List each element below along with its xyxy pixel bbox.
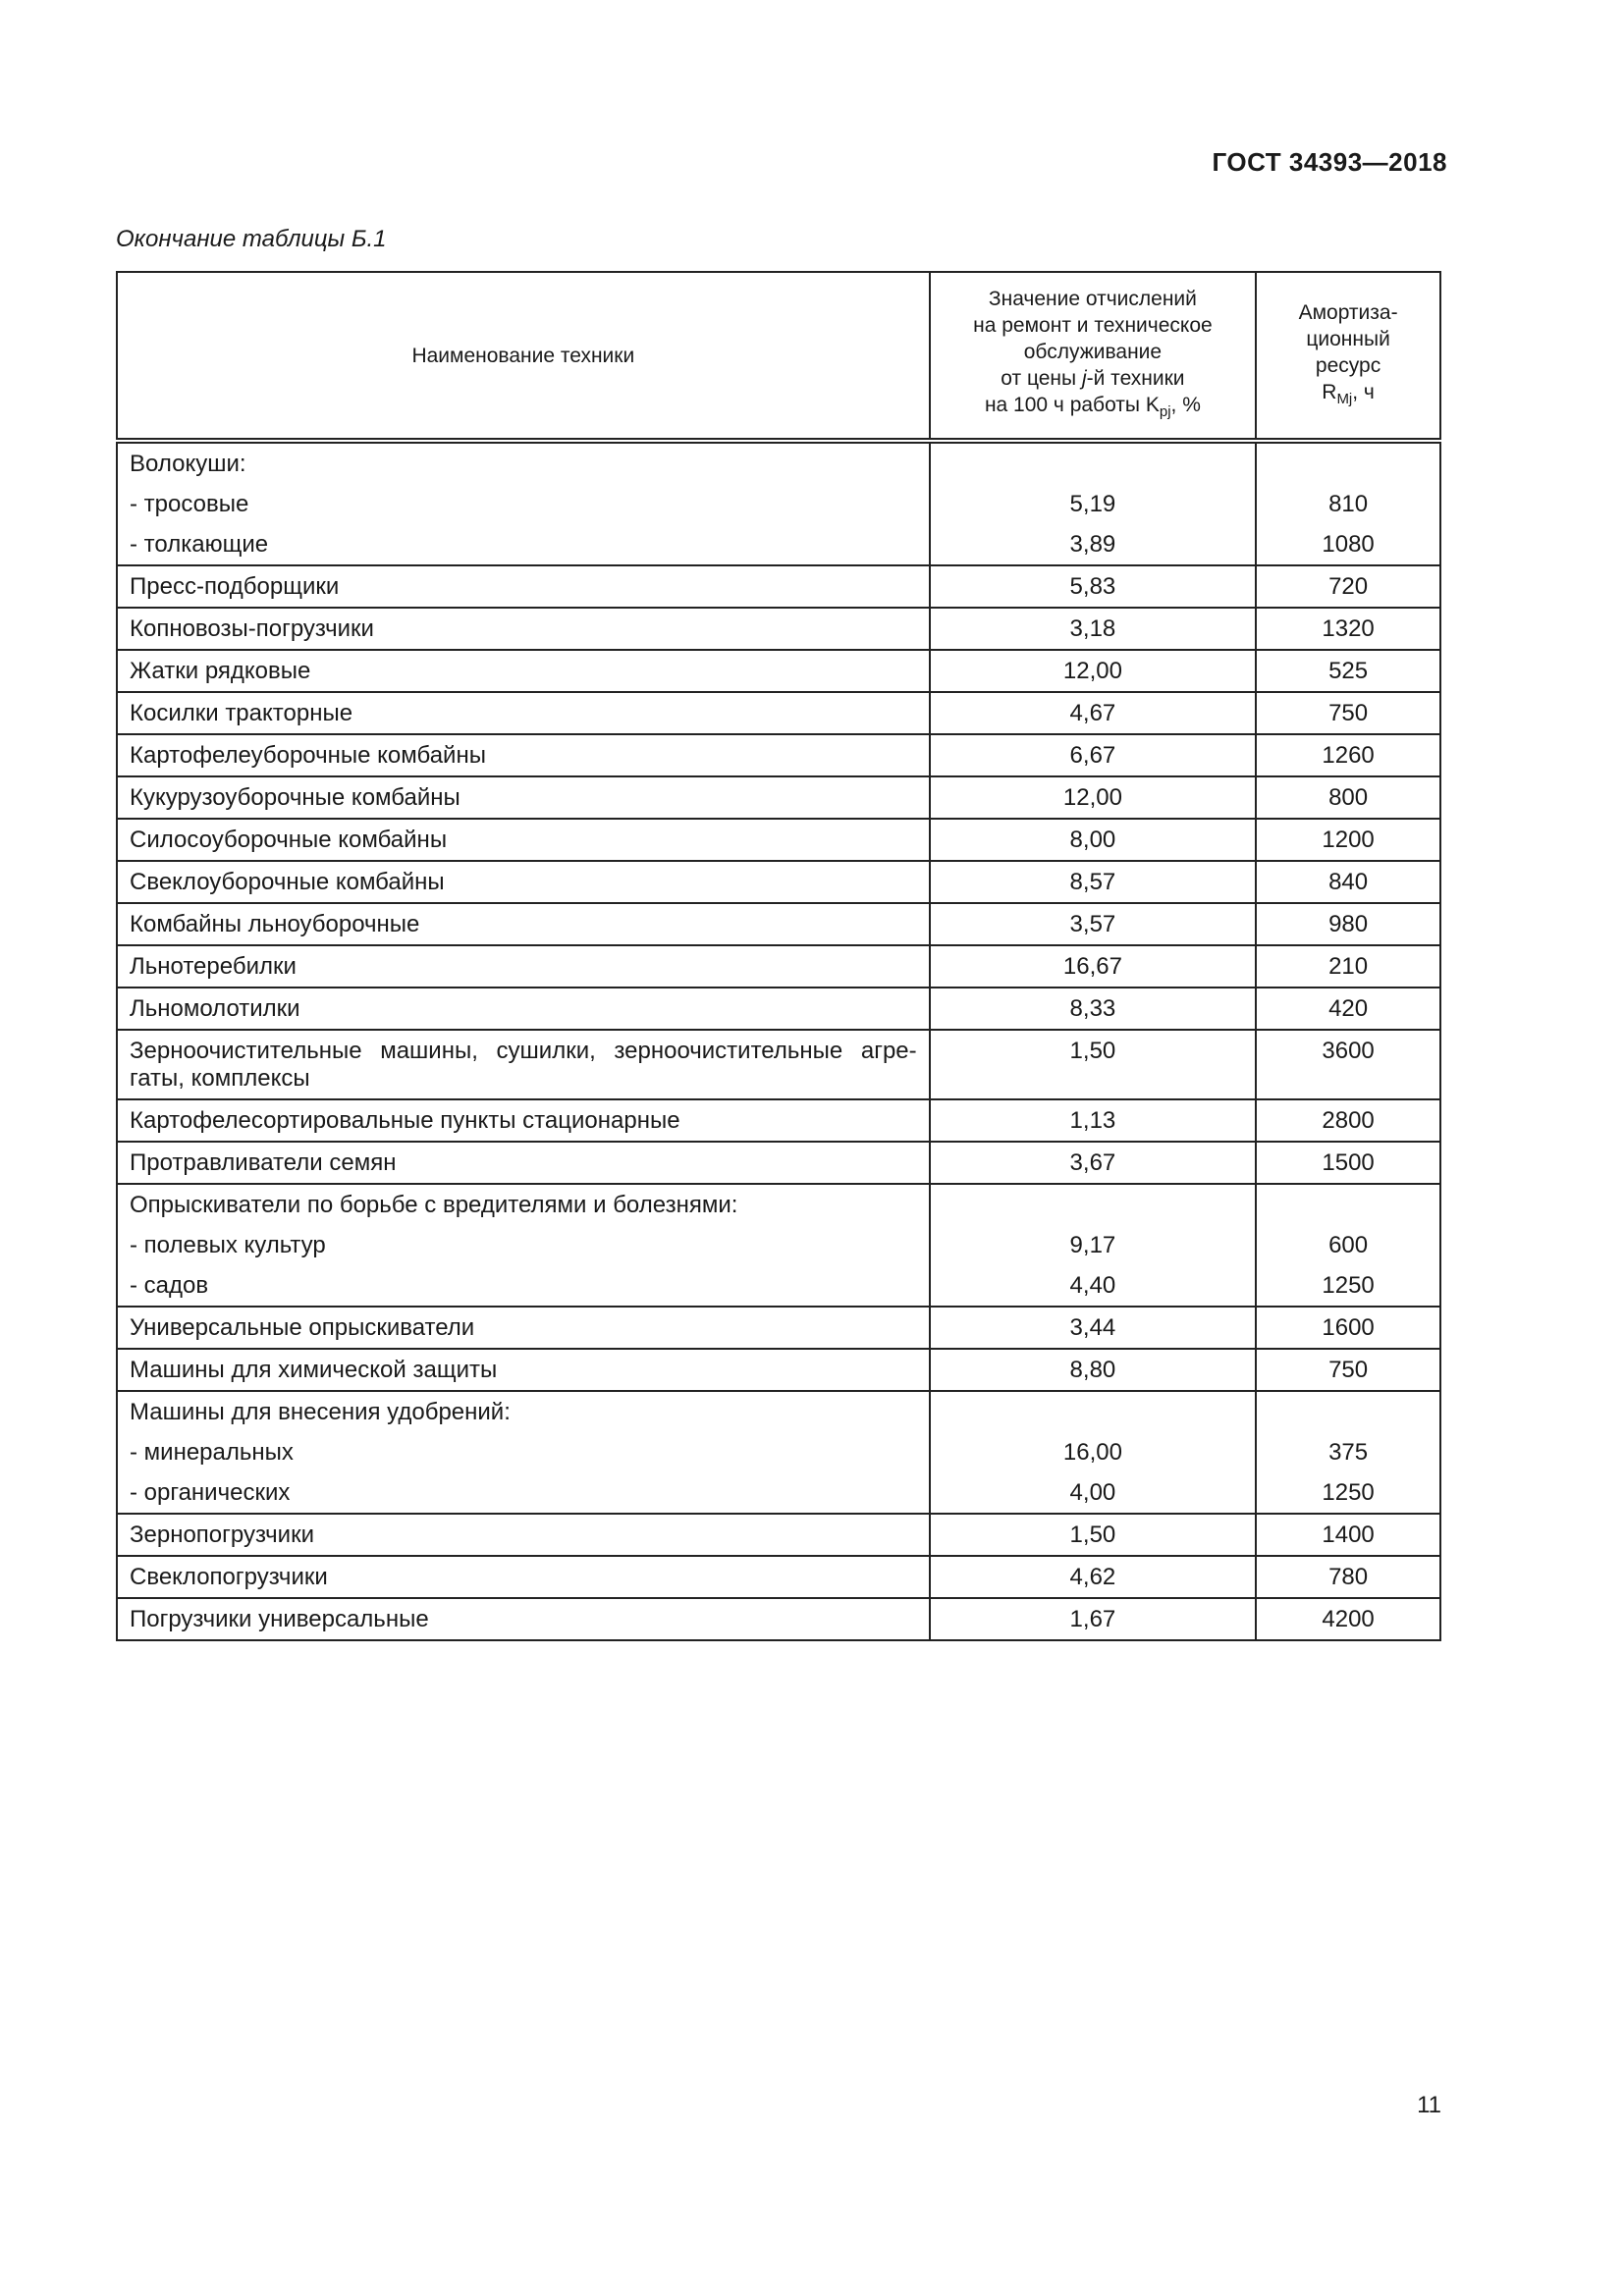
page-number: 11 (1417, 2092, 1441, 2118)
table-row (117, 1184, 1440, 1225)
row-value: 3,57 (930, 903, 1257, 945)
row-resource: 840 (1256, 861, 1440, 903)
table-row (117, 1349, 1440, 1391)
row-name: Жатки рядковые (117, 650, 930, 692)
row-value: 3,18 (930, 608, 1257, 650)
row-value: 4,67 (930, 692, 1257, 734)
row-resource: 1250 (1256, 1472, 1440, 1514)
row-name: Свеклопогрузчики (117, 1556, 930, 1598)
table-row (117, 1472, 1440, 1514)
row-name: Картофелеуборочные комбайны (117, 734, 930, 776)
table-row (117, 734, 1440, 776)
row-value (930, 441, 1257, 484)
row-name: Комбайны льноуборочные (117, 903, 930, 945)
row-name: - толкающие (117, 524, 930, 565)
row-value: 16,00 (930, 1432, 1257, 1472)
header-name: Наименование техники (117, 272, 930, 441)
row-name: Силосоуборочные комбайны (117, 819, 930, 861)
row-name: Зернопогрузчики (117, 1514, 930, 1556)
table-row (117, 903, 1440, 945)
table-row (117, 608, 1440, 650)
row-name: Зерноочистительные машины, сушилки, зерноочистительные агре-гаты, комплексы (117, 1030, 930, 1099)
row-value: 4,62 (930, 1556, 1257, 1598)
row-resource: 750 (1256, 1349, 1440, 1391)
table-row (117, 1307, 1440, 1349)
row-value: 4,00 (930, 1472, 1257, 1514)
row-resource: 810 (1256, 484, 1440, 524)
header-value-line: на ремонт и техническое (973, 314, 1213, 337)
row-value (930, 1184, 1257, 1225)
table-row (117, 776, 1440, 819)
row-resource: 525 (1256, 650, 1440, 692)
row-value: 9,17 (930, 1225, 1257, 1265)
row-name: Льнотеребилки (117, 945, 930, 988)
table-header-row (117, 272, 1440, 441)
header-resource (1256, 272, 1440, 441)
table-caption: Окончание таблицы Б.1 (116, 226, 387, 252)
row-value: 8,00 (930, 819, 1257, 861)
header-value-subscript: pj (1159, 403, 1171, 420)
table-row (117, 945, 1440, 988)
row-name: Пресс-подборщики (117, 565, 930, 608)
row-resource: 375 (1256, 1432, 1440, 1472)
row-value: 16,67 (930, 945, 1257, 988)
row-name: - органических (117, 1472, 930, 1514)
table-row (117, 565, 1440, 608)
row-name: Свеклоуборочные комбайны (117, 861, 930, 903)
row-resource (1256, 441, 1440, 484)
row-name: Волокуши: (117, 441, 930, 484)
row-value: 12,00 (930, 776, 1257, 819)
header-value (930, 272, 1257, 441)
row-resource (1256, 1391, 1440, 1432)
row-name: - садов (117, 1265, 930, 1307)
row-resource: 980 (1256, 903, 1440, 945)
row-name: Погрузчики универсальные (117, 1598, 930, 1640)
row-value: 6,67 (930, 734, 1257, 776)
row-resource: 720 (1256, 565, 1440, 608)
table-row (117, 1030, 1440, 1099)
row-resource: 1320 (1256, 608, 1440, 650)
standard-number: ГОСТ 34393—2018 (1212, 147, 1447, 177)
table-row (117, 1099, 1440, 1142)
row-value: 4,40 (930, 1265, 1257, 1307)
table-row (117, 1142, 1440, 1184)
table-row (117, 692, 1440, 734)
table-row (117, 1391, 1440, 1432)
row-name: Кукурузоуборочные комбайны (117, 776, 930, 819)
row-resource: 3600 (1256, 1030, 1440, 1099)
row-name: Опрыскиватели по борьбе с вредителями и болезнями: (117, 1184, 930, 1225)
header-resource-line: Амортиза- (1298, 300, 1398, 324)
table-row (117, 524, 1440, 565)
header-resource-subscript: Mj (1336, 390, 1353, 407)
row-name: Машины для химической защиты (117, 1349, 930, 1391)
header-resource-symbol: R (1322, 380, 1337, 403)
table-row (117, 1556, 1440, 1598)
table-row (117, 1514, 1440, 1556)
row-name: Копновозы-погрузчики (117, 608, 930, 650)
row-resource (1256, 1184, 1440, 1225)
row-resource: 1200 (1256, 819, 1440, 861)
row-value: 8,33 (930, 988, 1257, 1030)
row-name: - минеральных (117, 1432, 930, 1472)
row-resource: 750 (1256, 692, 1440, 734)
row-value: 5,19 (930, 484, 1257, 524)
row-name: - тросовые (117, 484, 930, 524)
row-resource: 1250 (1256, 1265, 1440, 1307)
row-value: 1,67 (930, 1598, 1257, 1640)
row-resource: 1400 (1256, 1514, 1440, 1556)
table-row (117, 861, 1440, 903)
row-name: Универсальные опрыскиватели (117, 1307, 930, 1349)
row-resource: 420 (1256, 988, 1440, 1030)
table-row (117, 1265, 1440, 1307)
row-value: 3,44 (930, 1307, 1257, 1349)
depreciation-table (116, 271, 1441, 1641)
row-resource: 2800 (1256, 1099, 1440, 1142)
row-value: 1,50 (930, 1514, 1257, 1556)
table-row (117, 1225, 1440, 1265)
header-value-line: от цены (1001, 367, 1082, 390)
row-name: Льномолотилки (117, 988, 930, 1030)
table-row (117, 1432, 1440, 1472)
header-value-unit: , % (1170, 394, 1201, 416)
table-row (117, 441, 1440, 484)
header-resource-line: ционный (1306, 327, 1390, 350)
row-resource: 1080 (1256, 524, 1440, 565)
row-name: Машины для внесения удобрений: (117, 1391, 930, 1432)
row-resource: 780 (1256, 1556, 1440, 1598)
header-value-line: Значение отчислений (988, 288, 1197, 310)
row-name: Косилки тракторные (117, 692, 930, 734)
header-value-line: -й техники (1086, 367, 1185, 390)
row-value: 1,13 (930, 1099, 1257, 1142)
row-value: 3,89 (930, 524, 1257, 565)
row-resource: 600 (1256, 1225, 1440, 1265)
row-name: Протравливатели семян (117, 1142, 930, 1184)
row-resource: 800 (1256, 776, 1440, 819)
row-value: 12,00 (930, 650, 1257, 692)
row-name: Картофелесортировальные пункты стационарные (117, 1099, 930, 1142)
row-resource: 210 (1256, 945, 1440, 988)
row-value (930, 1391, 1257, 1432)
table-row (117, 1598, 1440, 1640)
header-resource-line: ресурс (1315, 353, 1381, 377)
table-row (117, 988, 1440, 1030)
header-j-symbol: j (1081, 367, 1087, 390)
row-resource: 1500 (1256, 1142, 1440, 1184)
row-name: - полевых культур (117, 1225, 930, 1265)
header-value-line: на 100 ч работы K (984, 394, 1160, 416)
row-value: 8,80 (930, 1349, 1257, 1391)
header-resource-unit: , ч (1352, 380, 1375, 403)
table-row (117, 484, 1440, 524)
row-resource: 1600 (1256, 1307, 1440, 1349)
row-resource: 4200 (1256, 1598, 1440, 1640)
row-value: 1,50 (930, 1030, 1257, 1099)
header-value-line: обслуживание (1023, 341, 1163, 363)
row-value: 8,57 (930, 861, 1257, 903)
row-resource: 1260 (1256, 734, 1440, 776)
table-row (117, 650, 1440, 692)
table-row (117, 819, 1440, 861)
row-value: 3,67 (930, 1142, 1257, 1184)
row-value: 5,83 (930, 565, 1257, 608)
